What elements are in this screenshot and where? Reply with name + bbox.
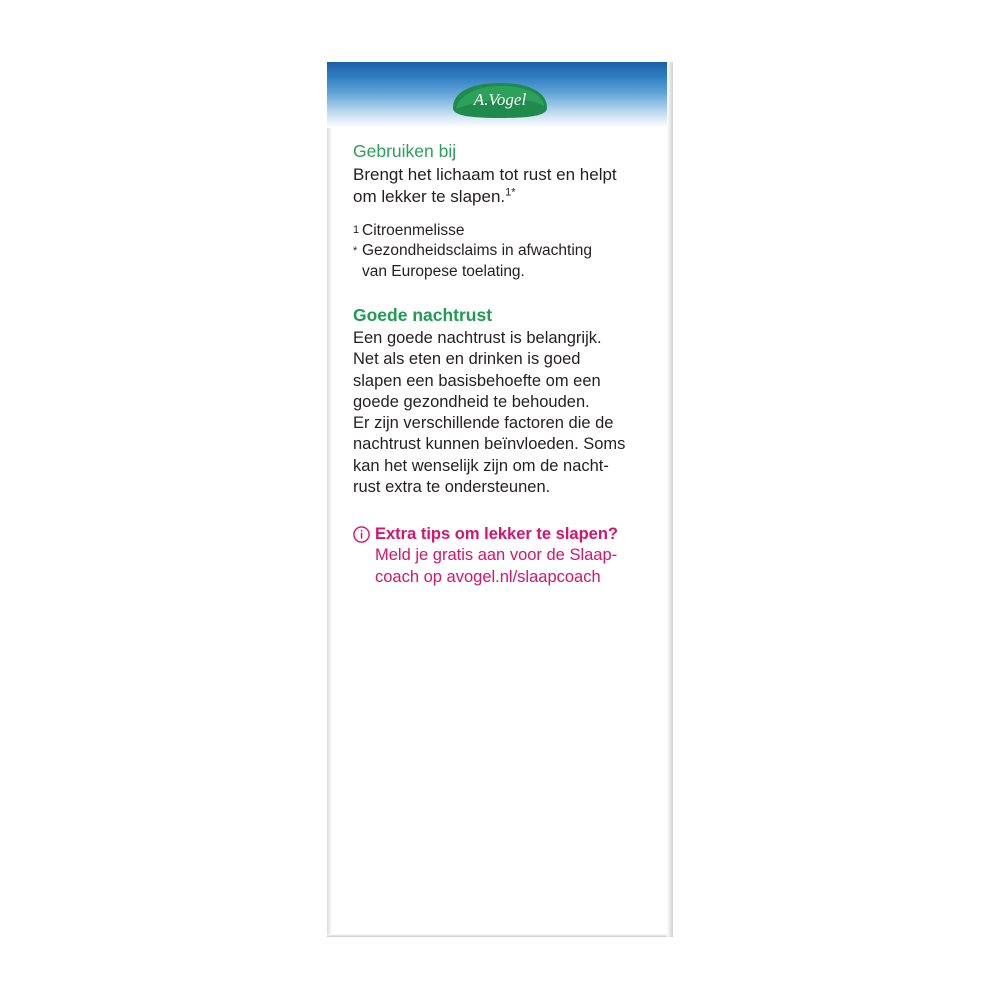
nightrest-line: Net als eten en drinken is goed [353, 350, 581, 369]
claim-text: van Europese toelating. [362, 263, 525, 280]
nightrest-line: Er zijn verschillende factoren die de [353, 414, 614, 433]
usage-line-1: Brengt het lichaam tot rust en helpt [353, 165, 617, 184]
product-package [327, 62, 673, 937]
claim-item [353, 241, 649, 262]
nightrest-line: rust extra te ondersteunen. [353, 478, 551, 497]
claim-item [353, 221, 649, 241]
claim-text: Citroenmelisse [362, 222, 465, 239]
usage-line-2: om lekker te slapen. [353, 186, 506, 206]
tips-block [353, 524, 649, 588]
avogel-logo [447, 82, 553, 119]
tips-line: coach op avogel.nl/slaapcoach [375, 567, 601, 586]
claim-marker: 1 [353, 224, 360, 236]
nightrest-line: goede gezondheid te behouden. [353, 392, 590, 411]
tips-heading-row [353, 524, 649, 545]
nightrest-line: nachtrust kunnen beïnvloeden. Soms [353, 435, 626, 454]
tips-line: Meld je gratis aan voor de Slaap- [375, 546, 618, 565]
claims-block [353, 221, 649, 282]
logo-wordmark: A.Vogel [473, 90, 527, 109]
info-icon [353, 526, 370, 543]
tips-body [375, 545, 649, 588]
usage-line-2-wrap [353, 186, 649, 208]
nightrest-body [353, 328, 649, 498]
nightrest-line: kan het wenselijk zijn om de nacht- [353, 456, 609, 475]
usage-heading: Gebruiken bij [353, 141, 457, 161]
package-text-column [353, 140, 649, 588]
usage-superscript: 1* [505, 185, 516, 198]
claim-marker: * [353, 245, 358, 257]
nightrest-line: slapen een basisbehoefte om een [353, 371, 601, 390]
nightrest-line: Een goede nachtrust is belangrijk. [353, 329, 602, 347]
claim-text: Gezondheidsclaims in afwachting [362, 242, 593, 259]
package-bottom-edge [327, 934, 673, 937]
nightrest-heading: Goede nachtrust [353, 305, 493, 325]
claim-item [353, 262, 649, 282]
tips-heading: Extra tips om lekker te slapen? [375, 525, 619, 544]
spacer [353, 207, 649, 221]
spacer [353, 282, 649, 304]
